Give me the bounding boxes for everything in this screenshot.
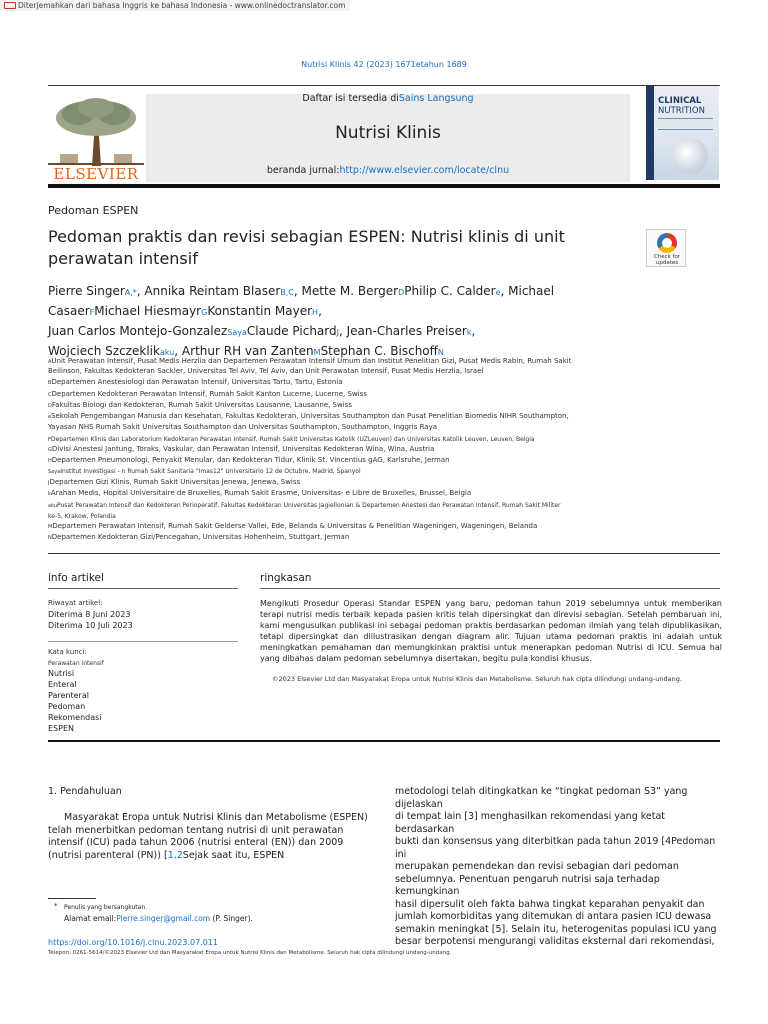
keyword: Rekomendasi (48, 713, 102, 722)
affiliation: Beilinson, Fakultas Kedokteran Sackler, Universitas Tel Aviv, Tel Aviv, dan Unit Perawatan Intensif, Pusat Medis Herzlia, Israel (48, 367, 484, 375)
keyword: Perawatan intensif (48, 660, 104, 667)
info-rule (48, 588, 238, 589)
affiliations-rule (48, 553, 720, 554)
footnote-corresponding: Penulis yang bersangkutan. (64, 904, 148, 911)
affiliation: FDepartemen Klinis dan Laboratorium Kedokteran Perawatan Intensif, Rumah Sakit Universitas Katolik (UZLeuven) dan Universitas Katolik Leuven, Leuven, Belgia (48, 436, 535, 443)
author-line-1: Pierre SingerA,*, Annika Reintam BlaserB,C, Mette M. BergerDPhilip C. Caldere, Michael (48, 284, 555, 298)
abstract-text: Mengikuti Prosedur Operasi Standar ESPEN yang baru, pedoman tahun 2019 sebelumnya untuk memberikan terapi nutrisi medis terbaik kepada pasien kritis telah dipersingkat dan direvisi sebagian. Setelah pembaruan ini, kami mengusulkan publikasi ini sebagai pedoman praktis berdasarkan pedoman ilmiah yang telah dipublikasikan, tetapi dipersingkat dan diilustrasikan dengan diagram alir. Tujuan utama pedoman praktis ini adalah untuk meningkatkan pemahaman dan memungkinkan praktisi untuk menerapkan pedoman Nutrisi di ICU. Semua hal yang dibahas dalam pedoman sebelumnya disertakan, begitu pula kondisi khusus. (260, 599, 722, 663)
affiliation: ke-5, Krakow, Polandia (48, 513, 116, 520)
sciencedirect-link[interactable]: Sains Langsung (398, 93, 474, 104)
author-line-4: Wojciech Szczeklikaku, Arthur RH van ZantenMStephan C. BischoffN (48, 344, 444, 358)
cover-image (672, 138, 708, 174)
keyword: Pedoman (48, 702, 86, 711)
affiliation: GDivisi Anestesi Jantung, Toraks, Vaskular, dan Perawatan Intensif, Universitas Kedokteran Wina, Wina, Austria (48, 445, 435, 453)
cover-title-2: NUTRITION (658, 106, 705, 116)
abstract-heading: ringkasan (260, 572, 312, 584)
affiliation: BDepartemen Anestesiologi dan Perawatan Intensif, Universitas Tartu, Tartu, Estonia (48, 378, 343, 386)
publisher-wordmark: ELSEVIER (53, 165, 139, 183)
keyword: Enteral (48, 680, 77, 689)
section-heading: 1. Pendahuluan (48, 786, 122, 797)
article-title: Pedoman praktis dan revisi sebagian ESPEN: Nutrisi klinis di unit perawatan intensif (48, 227, 565, 268)
header-rule-top (48, 85, 720, 86)
crossmark-label: Check for updates (653, 254, 681, 266)
article-section-label: Pedoman ESPEN (48, 204, 139, 217)
affiliation: Yayasan NHS Rumah Sakit Universitas Southampton dan Universitas Southampton, Southampton, Inggris Raya (48, 423, 438, 431)
footnote-email-line: Alamat email:Pierre.singer@gmail.com (P. Singer). (64, 914, 253, 923)
journal-citation[interactable]: Nutrisi Klinis 42 (2023) 1671etahun 1689 (301, 60, 467, 69)
footnote-star: * (54, 902, 58, 910)
issn-line: Telepon: 0261-5614/©2023 Elsevier Ltd dan Masyarakat Eropa untuk Nutrisi Klinis dan Metabolisme. Seluruh hak cipta dilindungi undang-undang. (48, 950, 452, 956)
abstract-rule (260, 588, 720, 589)
affiliation: HDepartemen Pneumonologi, Penyakit Menular, dan Kedokteran Tidur, Klinik St. Vincentius gAG, Karlsruhe, Jerman (48, 456, 450, 464)
document-icon (4, 2, 16, 9)
affiliation: MDepartemen Perawatan Intensif, Rumah Sakit Gelderse Vallei, Ede, Belanda & Universitas & Penelitian Wageningen, Wageningen, Belanda (48, 522, 538, 530)
received-date: Diterima 8 Juni 2023 (48, 610, 131, 619)
journal-homepage-link[interactable]: http://www.elsevier.com/locate/clnu (339, 165, 510, 176)
article-info-heading: info artikel (48, 572, 104, 584)
keywords-label: Kata kunci: (48, 648, 87, 656)
cover-subtitle-lines (658, 118, 713, 130)
journal-cover-thumbnail[interactable] (646, 86, 719, 180)
footnote-rule (48, 898, 96, 899)
email-link[interactable]: Pierre.singer@gmail.com (116, 914, 211, 923)
affiliation: NDepartemen Kedokteran Gizi/Pencegahan, Universitas Hohenheim, Stuttgart, Jerman (48, 533, 350, 541)
author-line-2: CasaerFMichael HiesmayrGKonstantin MayerH, (48, 304, 322, 318)
banner-text[interactable]: Diterjemahkan dari bahasa Inggris ke bahasa Indonesia - www.onlinedoctranslator.com (18, 1, 346, 10)
keyword: ESPEN (48, 724, 74, 733)
journal-homepage-line: beranda jurnal:http://www.elsevier.com/locate/clnu (266, 165, 510, 176)
keyword: Parenteral (48, 691, 89, 700)
affiliation: DFakultas Biologi dan Kedokteran, Rumah Sakit Universitas Lausanne, Lausanne, Swiss (48, 401, 352, 409)
abstract-bottom-rule (48, 740, 720, 742)
keyword: Nutrisi (48, 669, 75, 678)
keywords-rule (48, 641, 238, 642)
journal-title: Nutrisi Klinis (335, 123, 441, 143)
crossmark-button[interactable] (646, 229, 686, 267)
affiliation: SayaInstitut Investigasi - n Rumah Sakit Sanitaria "Imas12" Universitario 12 de Octubre, Madrid, Spanyol (48, 468, 361, 475)
accepted-date: Diterima 10 Juli 2023 (48, 621, 133, 630)
availability-line: Daftar isi tersedia diSains Langsung (302, 93, 474, 104)
cover-title-1: CLINICAL (658, 96, 702, 106)
header-rule-bottom (48, 184, 720, 188)
doi-link[interactable]: https://doi.org/10.1016/j.clnu.2023.07.011 (48, 938, 218, 947)
affiliation: akuPusat Perawatan Intensif dan Kedokteran Perioperatif, Fakultas Kedokteran Universitas Jagiellonian & Departemen Anestesi dan Perawatan Intensif, Rumah Sakit Militer (48, 502, 561, 509)
intro-paragraph-left: Masyarakat Eropa untuk Nutrisi Klinis dan Metabolisme (ESPEN) telah menerbitkan pedoman tentang nutrisi di unit perawatan intensif (ICU) pada tahun 2006 (nutrisi enteral (EN)) dan 2009 (nutrisi parenteral (PN)) [1,2Sejak saat itu, ESPEN (48, 812, 368, 861)
affiliation: kArahan Medis, Hopital Universitaire de Bruxelles, Rumah Sakit Erasme, Universitas- e Libre de Bruxelles, Brussel, Belgia (48, 489, 472, 497)
intro-paragraph-right: metodologi telah ditingkatkan ke “tingkat pedoman S3” yang dijelaskan di tempat lain [3] menghasilkan rekomendasi yang ketat berdasarkan bukti dan konsensus yang diterbitkan pada tahun 2019 [4Pedoman ini merupakan pemendekan dan revisi sebagian dari pedoman sebelumnya. Penentuan pengaruh nutrisi saja terhadap kemungkinan hasil dipersulit oleh fakta bahwa tingkat keparahan penyakit dan jumlah komorbiditas yang ditemukan di antara pasien ICU dewasa semakin meningkat [5]. Selain itu, heterogenitas populasi ICU yang besar berpotensi mengurangi validitas eksternal dari rekomendasi, (395, 786, 717, 947)
affiliation: eSekolah Pengembangan Manusia dan Kesehatan, Fakultas Kedokteran, Universitas Southampton dan Pusat Penelitian Biomedis NIHR Southampton, (48, 412, 569, 420)
translation-banner[interactable] (0, 0, 350, 11)
affiliation: CDepartemen Kedokteran Perawatan Intensif, Rumah Sakit Kanton Lucerne, Lucerne, Swiss (48, 390, 367, 398)
author-list (48, 282, 688, 362)
affiliation: AUnit Perawatan Intensif, Pusat Medis Herzlia dan Departemen Perawatan Intensif Umum dan Institut Penelitian Gizi, Pusat Medis Rabin, Rumah Sakit (48, 357, 572, 365)
history-label: Riwayat artikel: (48, 599, 103, 607)
author-line-3: Juan Carlos Montejo-GonzalezSayaClaude PichardJ, Jean-Charles Preiserk, (48, 324, 476, 338)
abstract-copyright: ©2023 Elsevier Ltd dan Masyarakat Eropa untuk Nutrisi Klinis dan Metabolisme. Seluruh hak cipta dilindungi undang-undang. (272, 675, 682, 683)
reference-link[interactable]: 1,2 (167, 849, 183, 861)
affiliation: JDepartemen Gizi Klinis, Rumah Sakit Universitas Jenewa, Jenewa, Swiss (48, 478, 301, 486)
